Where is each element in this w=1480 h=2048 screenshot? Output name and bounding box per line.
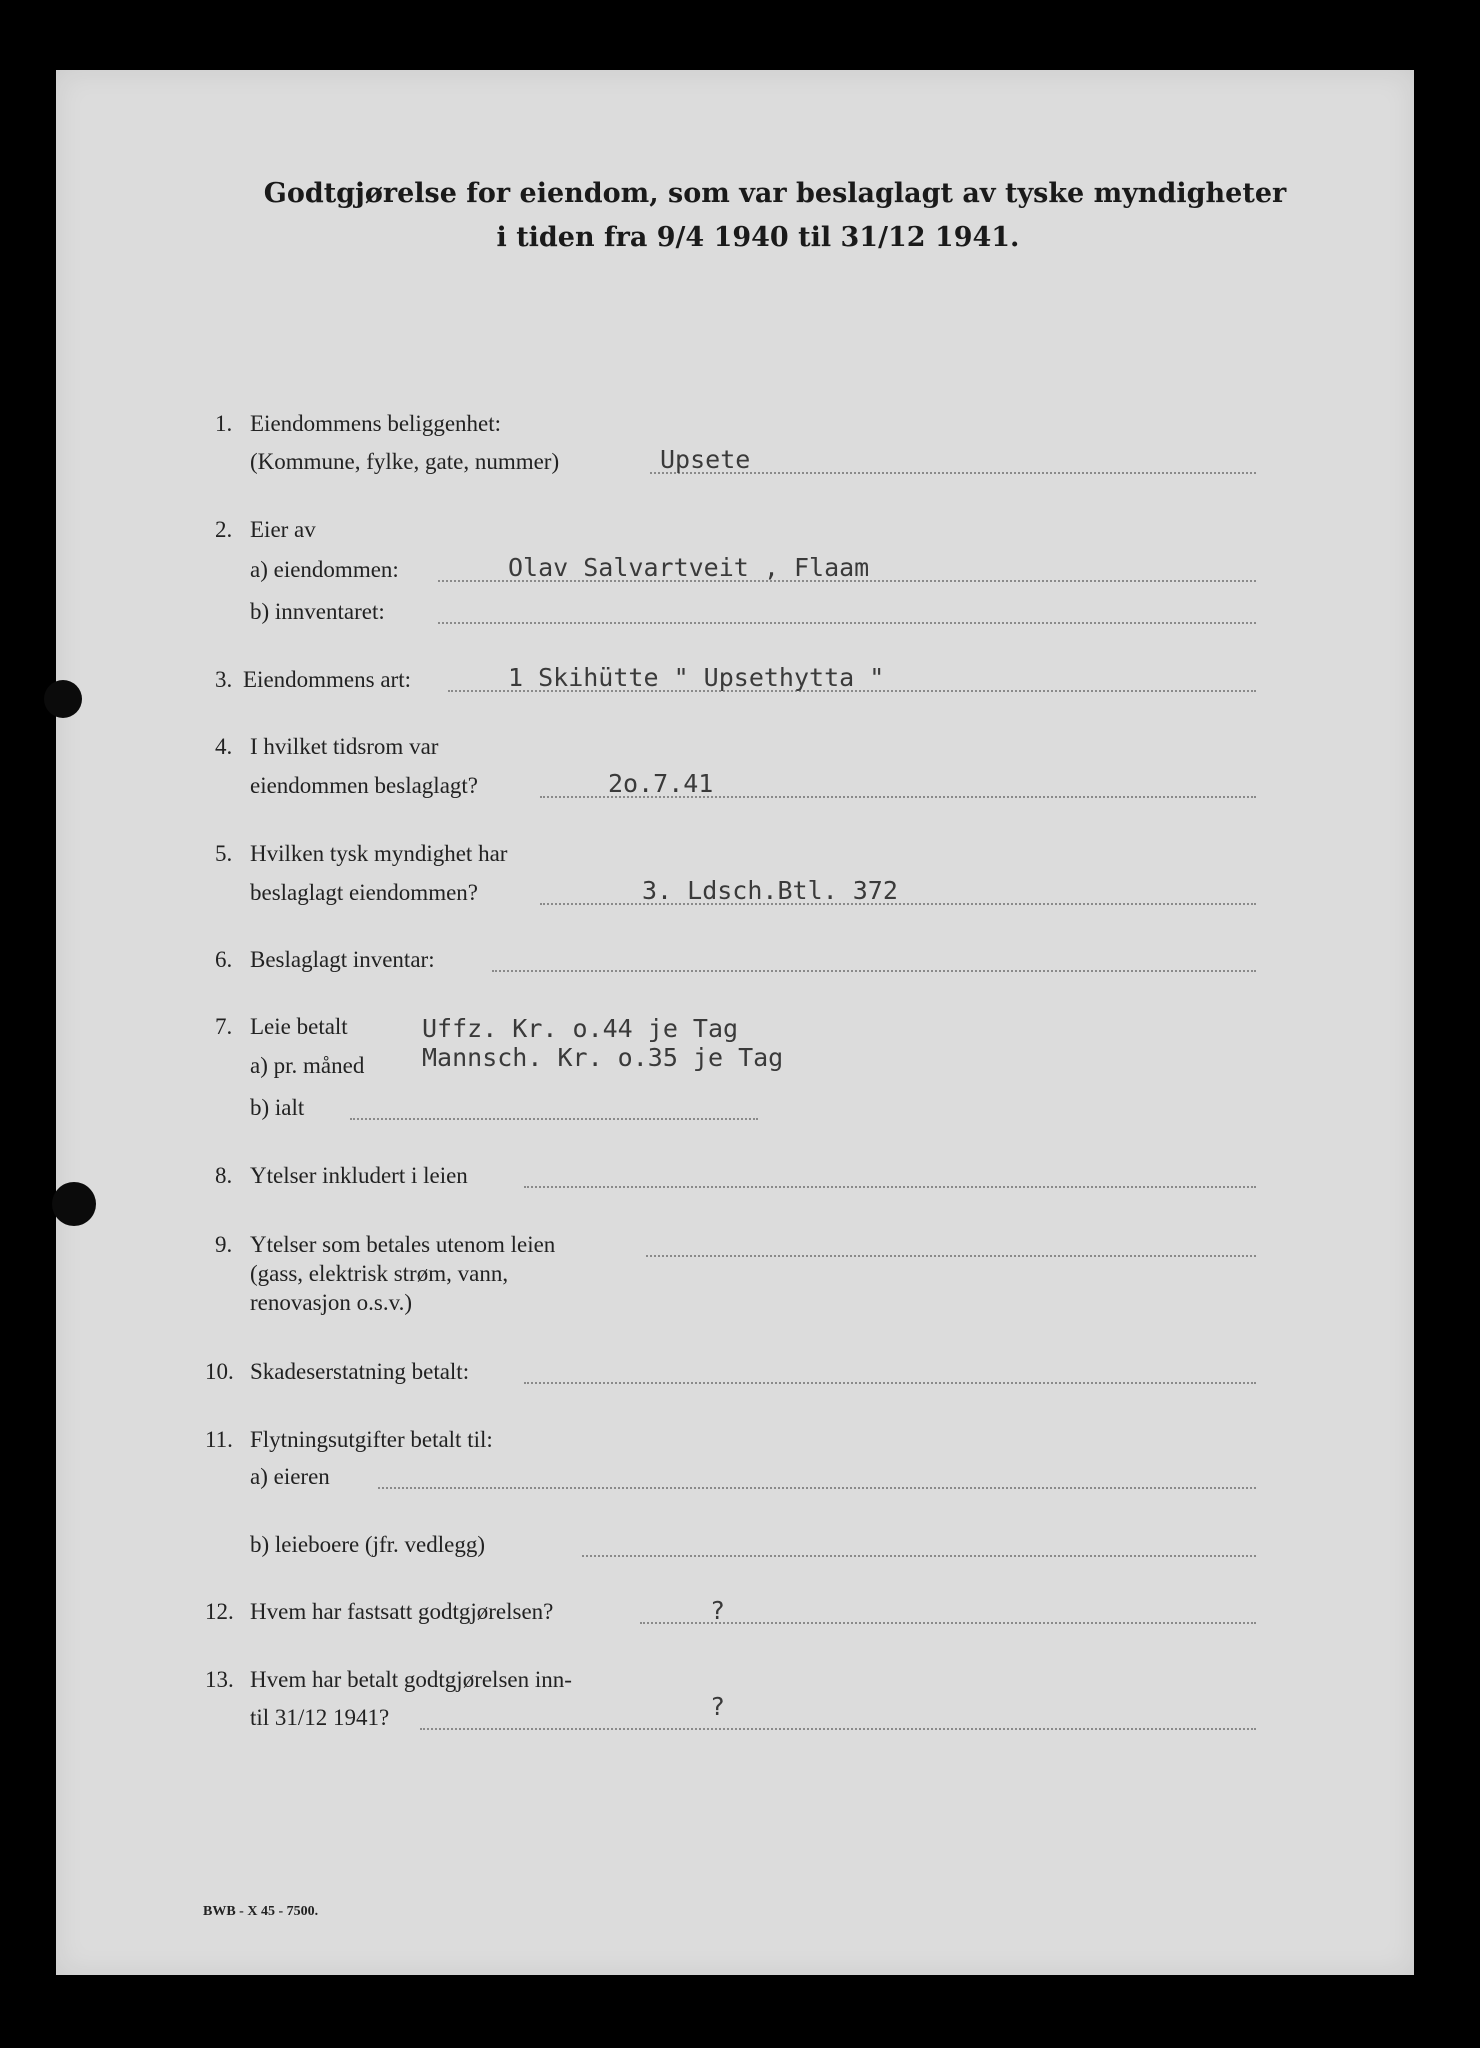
item-number: 12. [205, 1599, 234, 1624]
q7-label: Leie betalt [250, 1014, 348, 1039]
q4-label: I hvilket tidsrom var [250, 734, 439, 759]
q13-sublabel: til 31/12 1941? [250, 1705, 390, 1730]
q9-label: Ytelser som betales utenom leien [250, 1232, 556, 1257]
q5-label: Hvilken tysk myndighet har [250, 841, 508, 866]
item-number: 2. [215, 517, 233, 542]
q3-answer: 1 Skihütte " Upsethytta " [508, 663, 885, 692]
q2b-answer-line [438, 622, 1256, 624]
q11b-answer-line [582, 1555, 1256, 1557]
q1-sublabel: (Kommune, fylke, gate, nummer) [250, 449, 560, 474]
item-number: 3. [215, 667, 233, 692]
q13-answer-line [420, 1728, 1256, 1730]
form-title-line-2: i tiden fra 9/4 1940 til 31/12 1941. [496, 222, 1020, 253]
q1-answer: Upsete [660, 445, 751, 474]
q2-label: Eier av [250, 517, 316, 542]
q12-answer: ? [710, 1596, 726, 1625]
q4-sublabel: eiendommen beslaglagt? [250, 773, 479, 798]
q10-label: Skadeserstatning betalt: [250, 1359, 470, 1384]
item-number: 8. [215, 1163, 233, 1188]
item-number: 13. [205, 1667, 234, 1692]
q9-sublabel-1: (gass, elektrisk strøm, vann, [250, 1261, 509, 1286]
q5-sublabel: beslaglagt eiendommen? [250, 880, 479, 905]
item-number: 10. [205, 1359, 234, 1384]
q11a-answer-line [378, 1487, 1256, 1489]
item-number: 9. [215, 1232, 233, 1257]
print-code: BWB - X 45 - 7500. [203, 1904, 319, 1919]
q12-answer-line [640, 1622, 1256, 1624]
q13-answer: ? [710, 1692, 726, 1721]
q7a-label: a) pr. måned [250, 1053, 365, 1078]
form-title-line-1: Godtgjørelse for eiendom, som var beslaglagt av tyske myndigheter [263, 178, 1287, 209]
item-number: 5. [215, 841, 233, 866]
q7b-answer-line [350, 1118, 758, 1120]
punch-hole [52, 1182, 96, 1226]
q12-label: Hvem har fastsatt godtgjørelsen? [250, 1599, 554, 1624]
q13-label: Hvem har betalt godtgjørelsen inn- [250, 1667, 572, 1692]
q2a-answer: Olav Salvartveit , Flaam [508, 553, 870, 582]
q4-answer: 2o.7.41 [608, 769, 714, 798]
q1-label: Eiendommens beliggenhet: [250, 411, 502, 436]
q8-label: Ytelser inkludert i leien [250, 1163, 468, 1188]
q7-answer-line-1: Uffz. Kr. o.44 je Tag [422, 1014, 739, 1043]
q11a-label: a) eieren [250, 1464, 330, 1489]
item-number: 7. [215, 1014, 233, 1039]
punch-hole [44, 680, 82, 718]
item-number: 4. [215, 734, 233, 759]
q6-answer-line [492, 970, 1256, 972]
q11-label: Flytningsutgifter betalt til: [250, 1427, 493, 1452]
q8-answer-line [524, 1186, 1256, 1188]
q9-sublabel-2: renovasjon o.s.v.) [250, 1290, 413, 1315]
q7b-label: b) ialt [250, 1095, 305, 1120]
q6-label: Beslaglagt inventar: [250, 947, 435, 972]
q7-answer-line-2: Mannsch. Kr. o.35 je Tag [422, 1043, 784, 1072]
item-number: 1. [215, 411, 233, 436]
q10-answer-line [524, 1382, 1256, 1384]
item-number: 6. [215, 947, 233, 972]
item-number: 11. [205, 1427, 233, 1452]
q2b-label: b) innventaret: [250, 599, 385, 624]
q5-answer: 3. Ldsch.Btl. 372 [642, 876, 898, 905]
q2a-label: a) eiendommen: [250, 557, 399, 582]
q9-answer-line [646, 1255, 1256, 1257]
q3-label: Eiendommens art: [243, 667, 411, 692]
q11b-label: b) leieboere (jfr. vedlegg) [250, 1532, 485, 1557]
